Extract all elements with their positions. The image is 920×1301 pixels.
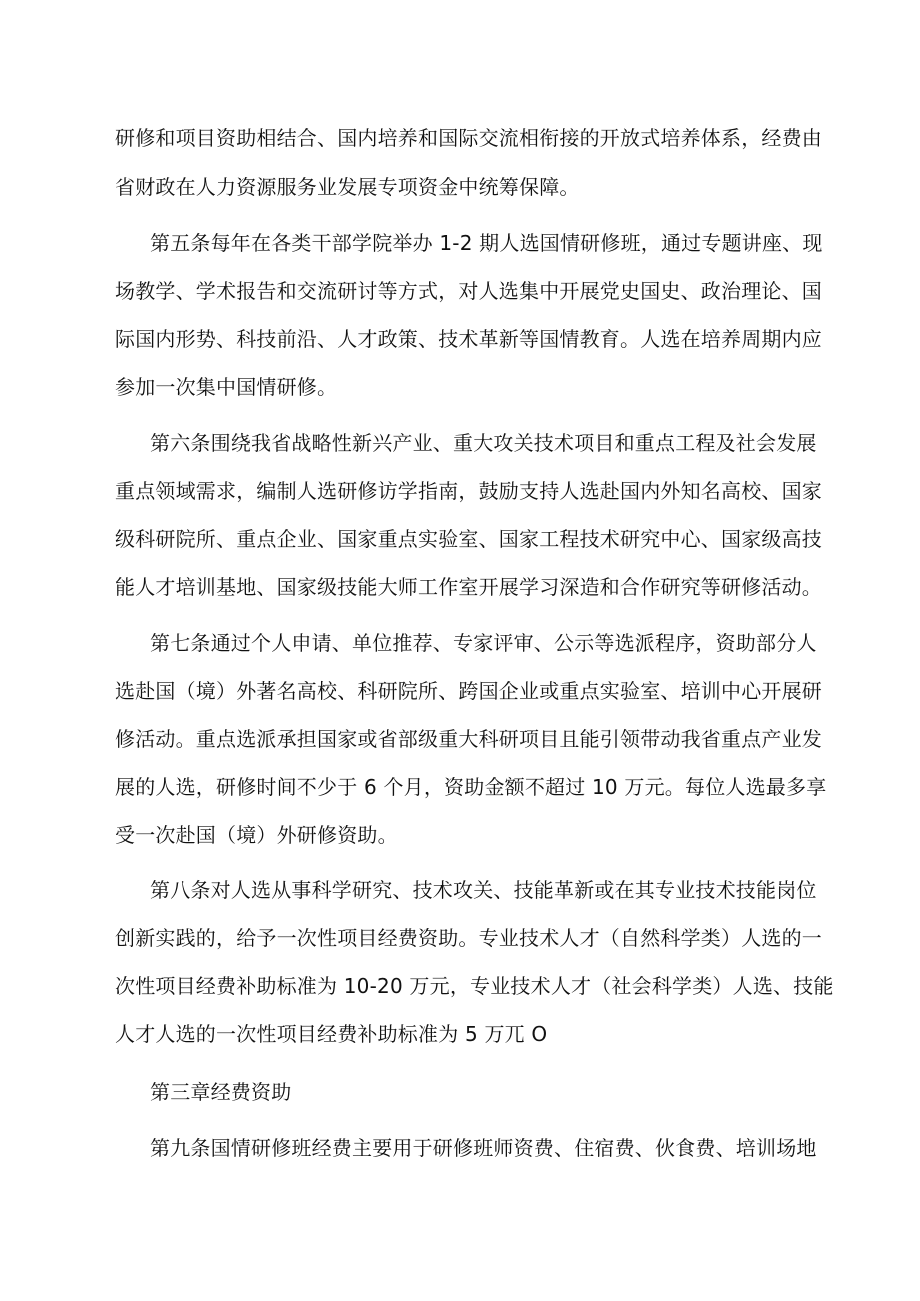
text-line-8: 重点领域需求，编制人选研修访学指南，鼓励支持人选赴国内外知名高校、国家 [115, 479, 822, 503]
text-line-2: 省财政在人力资源服务业发展专项资金中统筹保障。 [115, 175, 580, 199]
text-line-6: 参加一次集中国情研修。 [115, 375, 338, 399]
text-line-19: 人才人选的一次性项目经费补助标准为 5 万兀 O [115, 1022, 548, 1046]
text-line-10: 能人才培训基地、国家级技能大师工作室开展学习深造和合作研究等研修活动。 [115, 575, 822, 599]
text-line-14: 展的人选，研修时间不少于 6 个月，资助金额不超过 10 万元。每位人选最多享 [115, 775, 827, 799]
text-line-1: 研修和项目资助相结合、国内培养和国际交流相衔接的开放式培养体系，经费由 [115, 126, 822, 150]
text-line-16: 第八条对人选从事科学研究、技术攻关、技能革新或在其专业技术技能岗位 [150, 878, 817, 902]
text-line-4: 场教学、学术报告和交流研讨等方式，对人选集中开展党史国史、政治理论、国 [115, 279, 822, 303]
text-line-12: 选赴国（境）外著名高校、科研院所、跨国企业或重点实验室、培训中心开展研 [115, 679, 822, 703]
text-line-18: 次性项目经费补助标准为 10-20 万元，专业技术人才（社会科学类）人选、技能 [115, 974, 834, 998]
text-line-11: 第七条通过个人申请、单位推荐、专家评审、公示等选派程序，资助部分人 [150, 631, 817, 655]
text-line-5: 际国内形势、科技前沿、人才政策、技术革新等国情教育。人选在培养周期内应 [115, 327, 822, 351]
text-line-21: 第九条国情研修班经费主要用于研修班师资费、住宿费、伙食费、培训场地 [150, 1136, 817, 1160]
text-line-15: 受一次赴国（境）外研修资助。 [115, 823, 398, 847]
text-line-7: 第六条围绕我省战略性新兴产业、重大攻关技术项目和重点工程及社会发展 [150, 431, 817, 455]
chapter-heading: 第三章经费资助 [150, 1080, 292, 1104]
text-line-13: 修活动。重点选派承担国家或省部级重大科研项目且能引领带动我省重点产业发 [115, 727, 822, 751]
text-line-17: 创新实践的，给予一次性项目经费资助。专业技术人才（自然科学类）人选的一 [115, 926, 822, 950]
text-line-9: 级科研院所、重点企业、国家重点实验室、国家工程技术研究中心、国家级高技 [115, 527, 822, 551]
text-line-3: 第五条每年在各类干部学院举办 1-2 期人选国情研修班，通过专题讲座、现 [150, 231, 823, 255]
